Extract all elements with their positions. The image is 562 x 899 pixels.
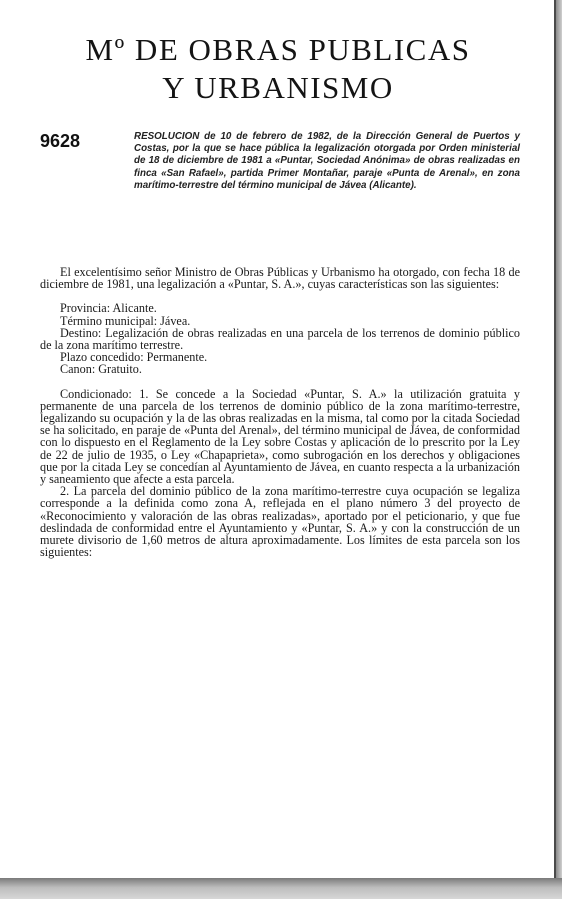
- intro-paragraph: El excelentísimo señor Ministro de Obras Públicas y Urbanismo ha otorgado, con fecha 18 de diciembre de 1981, una legalización a «Puntar, S. A.», cuyas características son las siguientes:: [40, 265, 520, 292]
- resolution-body: [40, 266, 520, 558]
- provincia-line: Provincia: Alicante.: [60, 301, 157, 316]
- termino-line: Término municipal: Jávea.: [60, 313, 191, 328]
- destino-line: Destino: Legalización de obras realizadas en una parcela de los terrenos de dominio público de la zona marítimo terrestre.: [40, 325, 520, 353]
- spacer: [40, 376, 520, 388]
- ministry-heading-line-1: Mº DE OBRAS PUBLICAS: [85, 32, 471, 67]
- resolution-summary: RESOLUCION de 10 de febrero de 1982, de la Dirección General de Puertos y Costas, por la que se hace pública la legalización otorgada por Orden ministerial de 18 de diciembre de 1981 a «Puntar, Sociedad Anónima» de obras realizadas en finca «San Rafael», partida Primer Montañar, paraje «Punta de Arenal», en zona marítimo-terrestre del término municipal de Jávea (Alicante).: [134, 131, 520, 191]
- plazo-line: Plazo concedido: Permanente.: [60, 350, 208, 365]
- condition-1-paragraph: Condicionado: 1. Se concede a la Sociedad «Puntar, S. A.» la utilización gratuita y permanente de una parcela de los terrenos de dominio público de la zona marítimo-terrestre, legalizando su ocupación y la de las obras realizadas en la misma, tal como por la citada Sociedad se ha solicitado, en paraje de «Punta del Arenal», del término municipal de Jávea, de conformidad con lo dispuesto en el Reglamento de la Ley sobre Costas y aplicación de lo prescrito por la Ley de 22 de julio de 1935, o Ley «Chapaprieta», como subrogación en los derechos y obligaciones que por la citada Ley se concedían al Ayuntamiento de Jávea, en cuanto respecta a la urbanización y saneamiento que afecte a esta parcela.: [40, 386, 520, 487]
- page-bottom-shadow: [0, 878, 562, 899]
- condition-2-paragraph: 2. La parcela del dominio público de la zona marítimo-terrestre cuya ocupación se legaliza corresponde a la definida como zona A, reflejada en el plano número 3 del proyecto de «Reconocimiento y valoración de las obras realizadas», aportado por el peticionario, y que fue deslindada de conformidad entre el Ayuntamiento y «Puntar, S. A.» y con la construcción de un murete divisorio de 1,60 metros de altura aproximadamente. Los límites de esta parcela son los siguientes:: [40, 484, 520, 560]
- ministry-heading-line-2: Y URBANISMO: [162, 70, 394, 105]
- resolution-number: 9628: [40, 131, 81, 151]
- page-edge-shadow: [556, 0, 562, 878]
- canon-line: Canon: Gratuito.: [60, 362, 142, 377]
